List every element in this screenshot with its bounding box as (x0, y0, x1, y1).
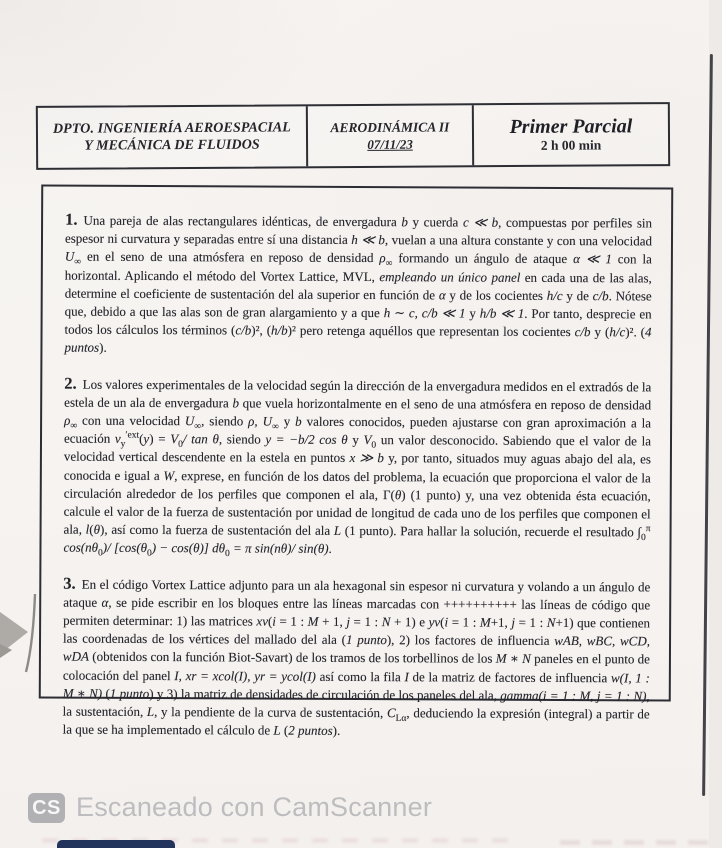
problem-1: 1. Una pareja de alas rectangulares idénticas, de envergadura b y cuerda c ≪ b, compuestas por perfiles sin espesor ni curvatura y separadas entre sí una distancia h ≪ b, vuelan a una altura constante y con una velocidad $U_\infty$ en el seno de una atmósfera en reposo de densidad $\rho_\infty$ formando un ángulo de ataque α ≪ 1 con la horizontal. Aplicando el método del Vortex Lattice, MVL, empleando un único panel en cada una de las alas, determine el coeficiente de sustentación del ala superior en función de α y de los cocientes h/c y de c/b. Nótese que, debido a que las alas son de gran alargamiento y a que h ∼ c, c/b ≪ 1 y h/b ≪ 1. Por tanto, desprecie en todos los cálculos los términos (c/b)², (h/b)² pero retenga aquéllos que representan los cocientes c/b y (h/c)². (4 puntos). (64, 209, 653, 356)
course-name: AERODINÁMICA II (330, 119, 450, 136)
header-cell-department (38, 106, 306, 168)
problems-container (39, 184, 674, 739)
problem-2: 2. Los valores experimentales de la velocidad según la dirección de la envergadura medidos en el extradós de la estela de un ala de envergadura b que vuela horizontalmente en el seno de una atmósfera en reposo de densidad $\rho_\infty$ con una velocidad $U_\infty$, siendo ρ, $U_\infty$ y b valores conocidos, pueden ajustarse con gran aproximación a la ecuación $v_y^{'ext}(y) = V_0/$ tan θ, siendo y = −b/2 cos θ y $V_0$ un valor desconocido. Sabiendo que el valor de la velocidad vertical descendente en la estela en puntos x ≫ b y, por tanto, situados muy aguas abajo del ala, es conocida e igual a W, exprese, en función de los datos del problema, la ecuación que proporciona el valor de la circulación alrededor de los perfiles que componen el ala, Γ(θ) (1 punto) y, una vez obtenida ésta ecuación, calcule el valor de la fuerza de sustentación por unidad de longitud de cada uno de los perfiles que componen el ala, l(θ), así como la fuerza de sustentación del ala L (1 punto). Para hallar la solución, recuerde el resultado $\int_0^\pi$ $\cos(n\theta_0)/$ $[\cos(\theta_0) - \cos(\theta)] d\theta_0 = \pi$ sin(nθ)/ sin(θ). (63, 373, 652, 560)
header-cell-exam (474, 104, 668, 165)
camscanner-watermark (28, 792, 432, 823)
problem-number: 3. (63, 573, 76, 593)
problem-number: 2. (64, 373, 77, 393)
header-table (36, 102, 670, 170)
header-cell-course (306, 105, 474, 166)
exam-duration: 2 h 00 min (540, 137, 602, 153)
bleed-through-marks (560, 840, 720, 845)
watermark-text: Escaneado con CamScanner (76, 792, 433, 822)
problem-number: 1. (65, 209, 78, 229)
problem-3: 3. En el código Vortex Lattice adjunto para un ala hexagonal sin espesor ni curvatura y volando a un ángulo de ataque α, se pide escribir en los bloques entre las líneas marcadas con ++++++++++ las líneas de código que permiten determinar: 1) las matrices xv(i = 1 : M + 1, j = 1 : N + 1) e yv(i = 1 : M+1, j = 1 : N+1) que contienen las coordenadas de los vértices del mallado del ala (1 punto), 2) los factores de influencia wAB, wBC, wCD, wDA (obtenidos con la función Biot-Savart) de los tramos de los torbellinos de los M ∗ N paneles en el punto de colocación del panel I, xr = xcol(I), yr = ycol(I) así como la fila I de la matriz de factores de influencia w(I, 1 : M ∗ N) (1 punto) y 3) la matriz de densidades de circulación de los paneles del ala, gamma(i = 1 : M, j = 1 : N), la sustentación, L, y la pendiente de la curva de sustentación, $C_{L\alpha}$, deduciendo la expresión (integral) a partir de la que se ha implementado el cálculo de L (2 puntos). (62, 573, 651, 739)
exam-title: Primer Parcial (509, 115, 633, 139)
page-curl-icon (0, 592, 46, 674)
camscanner-logo-icon (28, 793, 65, 823)
exam-date: 07/11/23 (367, 136, 413, 152)
camscanner-badge-text: CS (32, 796, 61, 819)
department-line1: DPTO. INGENIERÍA AEROESPACIAL (52, 120, 291, 137)
department-line2: Y MECÁNICA DE FLUIDOS (84, 137, 260, 154)
bottom-action-bar[interactable] (57, 840, 175, 848)
